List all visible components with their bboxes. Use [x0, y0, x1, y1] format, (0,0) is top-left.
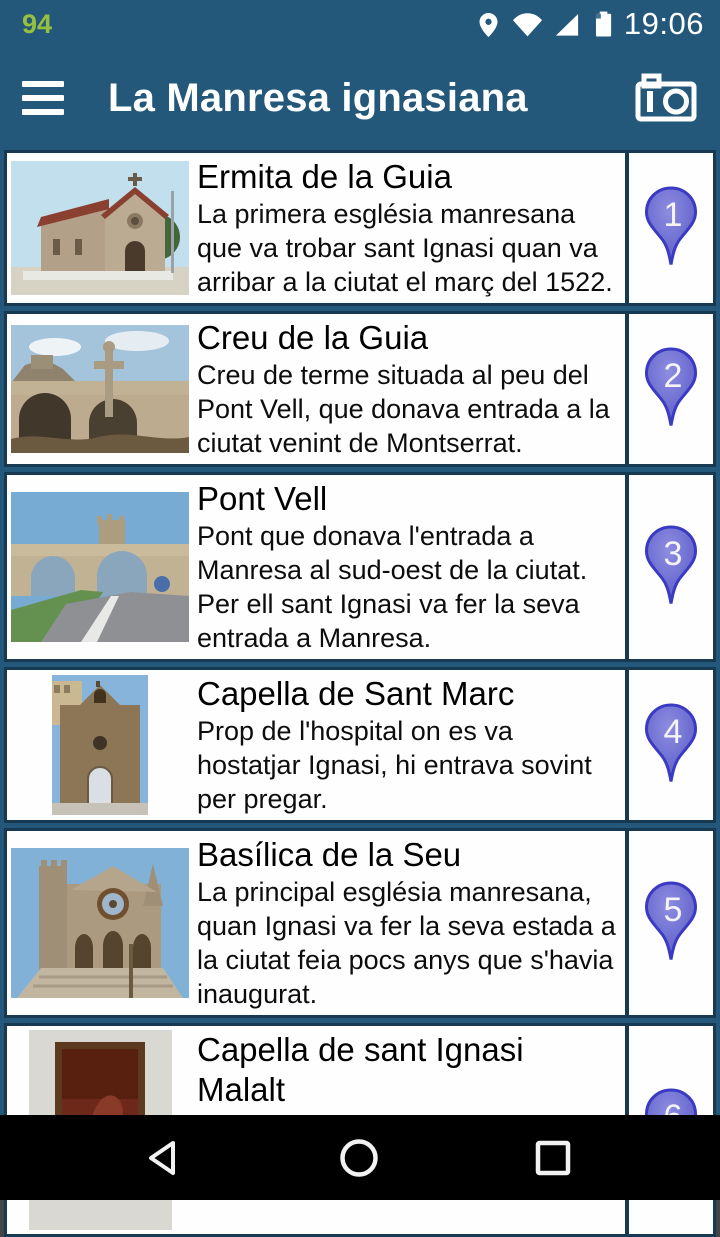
svg-text:5: 5	[663, 891, 683, 929]
poi-title: Capella de Sant Marc	[197, 675, 515, 712]
list-item[interactable]	[4, 311, 716, 467]
back-icon[interactable]	[142, 1138, 184, 1178]
map-pin-icon	[642, 702, 700, 788]
status-bar	[0, 0, 720, 48]
poi-list	[0, 148, 720, 1115]
location-icon	[475, 10, 502, 39]
map-pin-icon	[642, 346, 700, 432]
list-item[interactable]	[4, 150, 716, 306]
svg-text:3: 3	[663, 535, 683, 573]
poi-description: Creu de terme situada al peu del Pont Vell, que donava entrada a la ciutat venint de Montserrat.	[197, 360, 610, 458]
thumbnail-bridge-with-cross	[7, 314, 193, 464]
app-bar	[0, 48, 720, 148]
poi-description: Prop de l'hospital on es va hostatjar Ignasi, hi entrava sovint per pregar.	[197, 716, 592, 814]
poi-description: La primera església manresana que va trobar sant Ignasi quan va arribar a la ciutat el març del 1522.	[197, 199, 613, 297]
thumbnail-gothic-basilica	[7, 831, 193, 1015]
camera-icon[interactable]	[634, 72, 698, 124]
svg-text:4: 4	[663, 713, 683, 751]
svg-text:1: 1	[663, 196, 683, 234]
signal-strength-icon	[553, 10, 581, 39]
poi-description: La principal església manresana, quan Ignasi va fer la seva estada a la ciutat feia pocs anys que s'havia inaugurat.	[197, 877, 616, 1009]
map-pin-icon	[642, 880, 700, 966]
map-pin-icon	[642, 524, 700, 610]
wifi-icon	[511, 10, 544, 39]
battery-icon	[590, 9, 616, 39]
poi-title: Creu de la Guia	[197, 319, 429, 356]
map-pin-button[interactable]	[629, 314, 713, 464]
page-title: La Manresa ignasiana	[108, 75, 528, 120]
thumbnail-stone-chapel	[7, 670, 193, 820]
status-left-number: 94	[22, 8, 53, 39]
poi-title: Ermita de la Guia	[197, 158, 452, 195]
poi-title: Capella de sant Ignasi Malalt	[197, 1031, 524, 1108]
svg-text:2: 2	[663, 357, 683, 395]
list-item[interactable]	[4, 828, 716, 1018]
poi-title: Basílica de la Seu	[197, 836, 462, 873]
thumbnail-bridge-with-road	[7, 475, 193, 659]
map-pin-button[interactable]	[629, 153, 713, 303]
poi-title: Pont Vell	[197, 480, 328, 517]
map-pin-icon	[642, 185, 700, 271]
hamburger-menu-icon[interactable]	[22, 81, 64, 115]
thumbnail-church-ermita	[7, 153, 193, 303]
list-item[interactable]	[4, 667, 716, 823]
map-pin-button[interactable]	[629, 831, 713, 1015]
recents-icon[interactable]	[534, 1139, 572, 1177]
map-pin-button[interactable]	[629, 670, 713, 820]
map-pin-button[interactable]	[629, 475, 713, 659]
navigation-bar	[0, 1115, 720, 1200]
poi-description: Pont que donava l'entrada a Manresa al sud-oest de la ciutat. Per ell sant Ignasi va fer la seva entrada a Manresa.	[197, 521, 588, 653]
list-item[interactable]	[4, 472, 716, 662]
status-time: 19:06	[623, 6, 704, 41]
home-icon[interactable]	[338, 1137, 380, 1179]
